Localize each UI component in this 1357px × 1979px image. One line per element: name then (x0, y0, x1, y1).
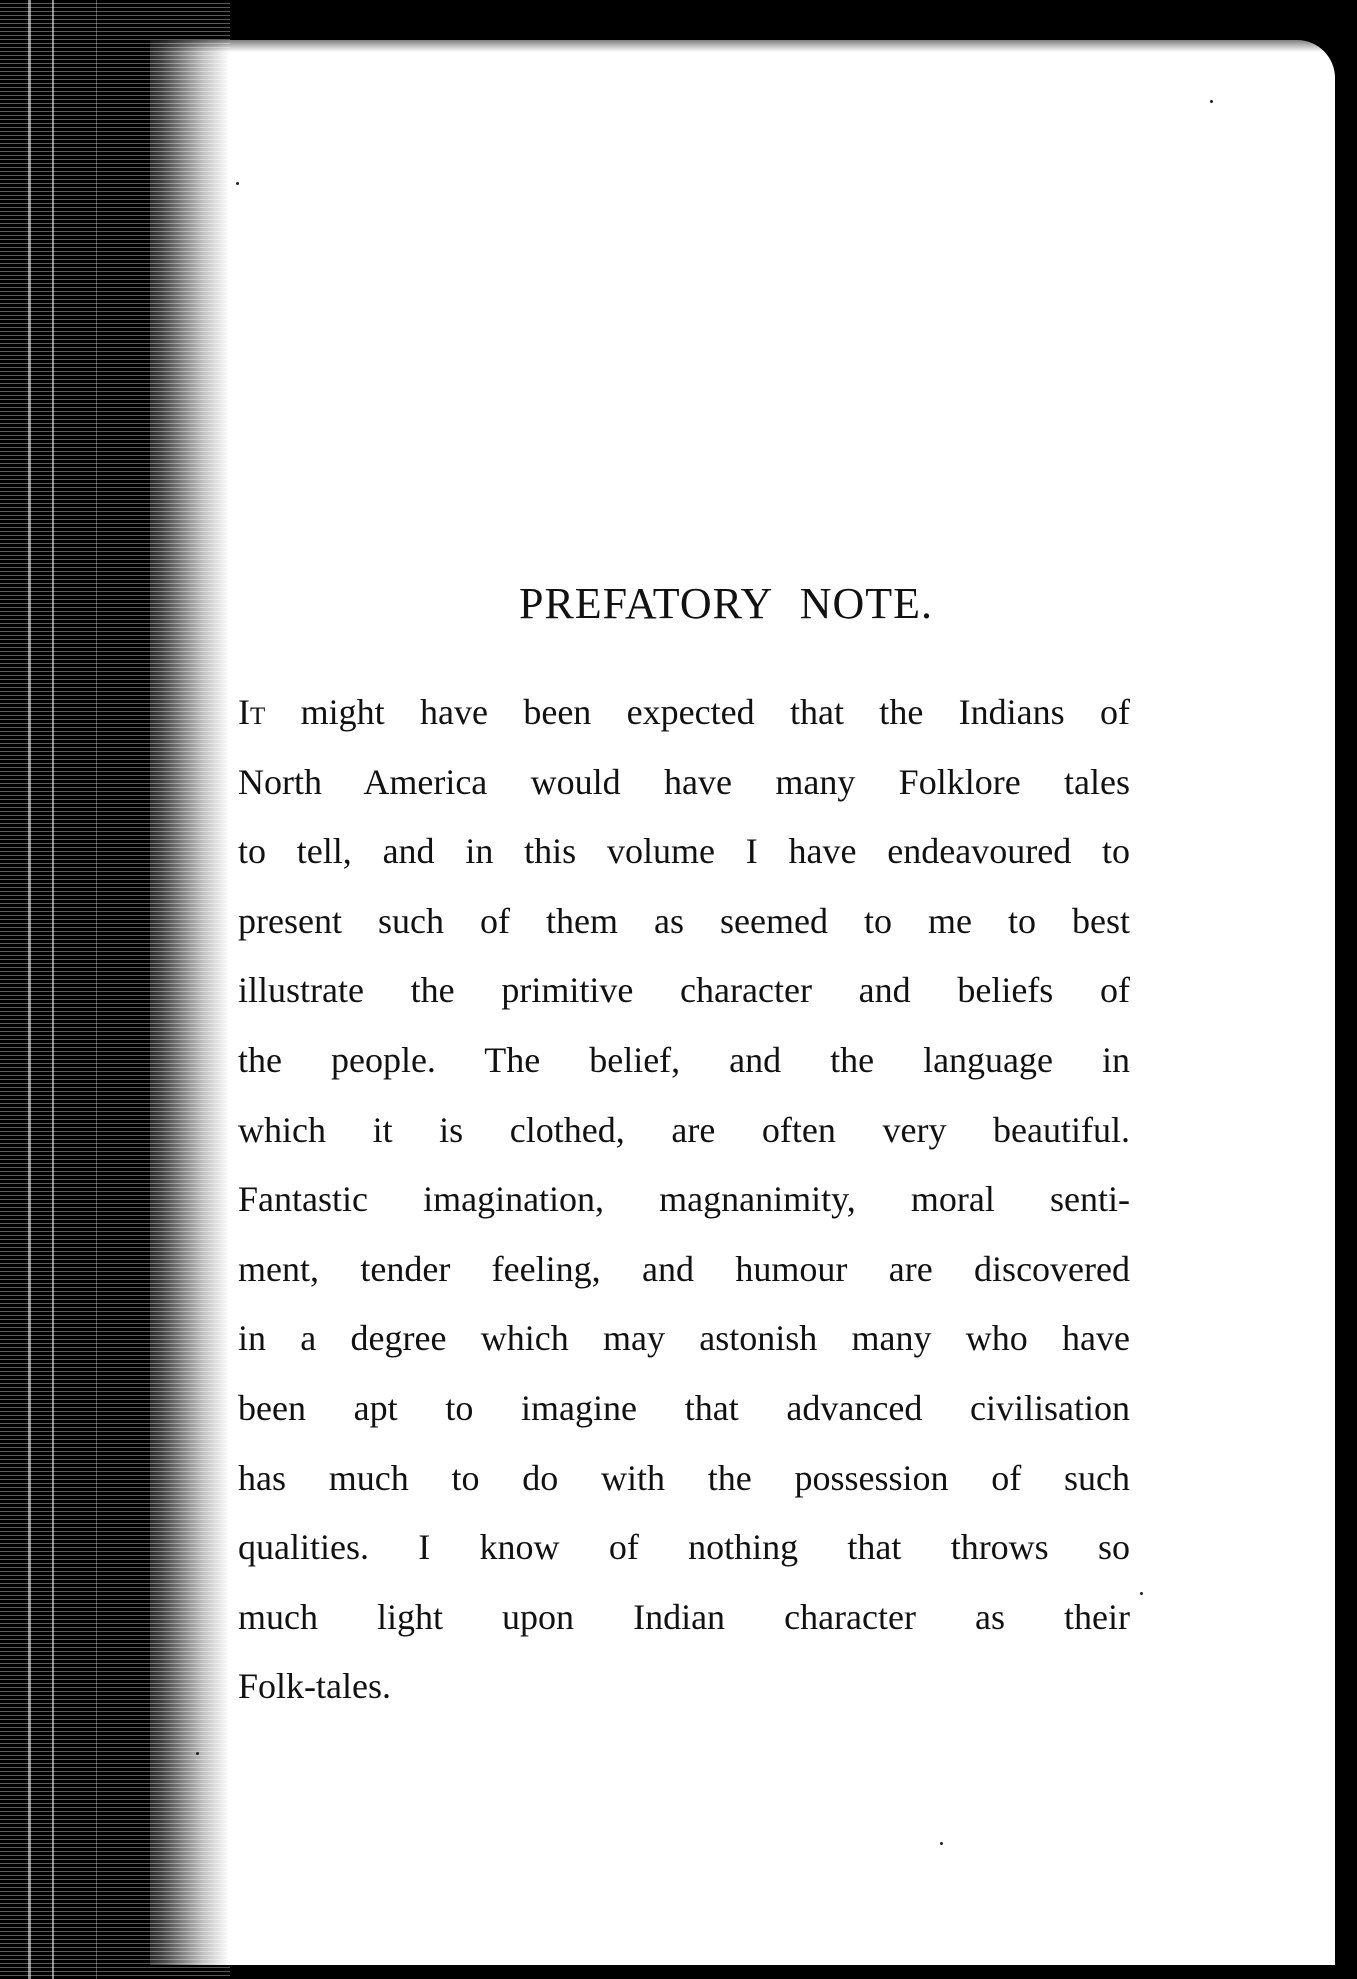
gutter-streak (52, 0, 54, 1979)
text-line: been apt to imagine that advanced civilisation (238, 1387, 1130, 1428)
text-line: qualities. I know of nothing that throws so (238, 1527, 1130, 1568)
text-line: It might have been expected that the Indians of (238, 692, 1130, 732)
gutter-streak (28, 0, 31, 1979)
text-line: has much to do with the possession of such (238, 1457, 1130, 1498)
drop-lead-word: It (238, 692, 266, 732)
binding-gutter-shadow (0, 0, 230, 1979)
text-line: illustrate the primitive character and beliefs of (238, 970, 1130, 1011)
page-title: PREFATORY NOTE. (518, 579, 934, 628)
text-line: the people. The belief, and the language in (238, 1039, 1130, 1080)
scan-speck (196, 1752, 199, 1755)
scan-speck (1140, 1592, 1143, 1595)
scan-speck (940, 1842, 943, 1845)
text-line: in a degree which may astonish many who have (238, 1318, 1130, 1359)
scan-speck (1210, 100, 1213, 103)
text-line: Folk-tales. (238, 1666, 391, 1707)
text-line: ment, tender feeling, and humour are discovered (238, 1248, 1130, 1289)
text-line: Fantastic imagination, magnanimity, moral senti- (238, 1179, 1130, 1220)
gutter-streak (96, 0, 97, 1979)
text-line: North America would have many Folklore tales (238, 761, 1130, 802)
scan-speck (236, 182, 239, 185)
text-line: to tell, and in this volume I have endeavoured to (238, 831, 1130, 872)
text-line: much light upon Indian character as their (238, 1596, 1130, 1637)
text-line: present such of them as seemed to me to best (238, 900, 1130, 941)
page-top-edge-shadow (150, 28, 1330, 52)
prefatory-paragraph (238, 678, 1130, 1722)
page-content (238, 579, 1130, 1722)
text-line: which it is clothed, are often very beautiful. (238, 1109, 1130, 1150)
